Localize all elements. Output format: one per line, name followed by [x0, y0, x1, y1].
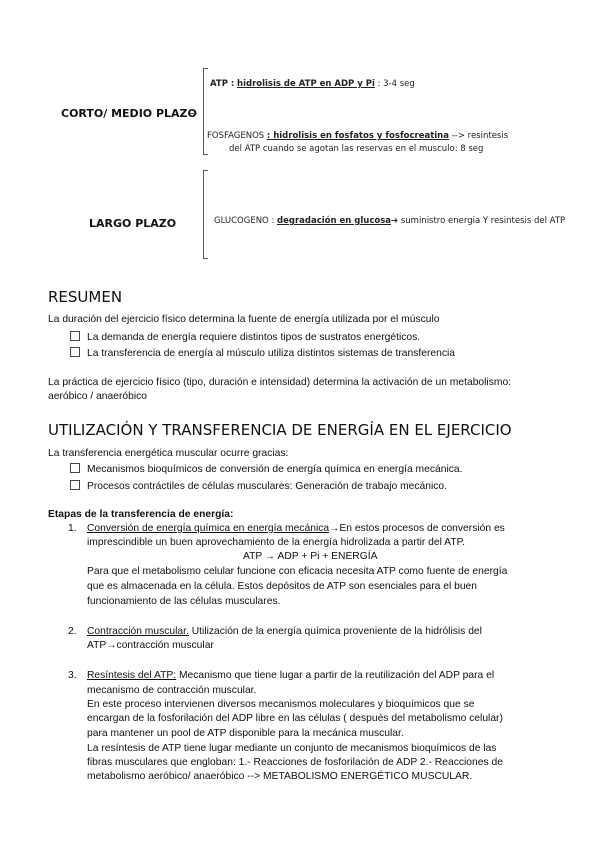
step-line: fibras musculares que engloban: 1.- Reacciones de fosforilación de ADP 2.- Reacciones de — [87, 757, 503, 768]
step-line: En este proceso intervienen diversos mecanismos moleculares y bioquímicos que se — [87, 699, 475, 710]
short-term-brace — [203, 68, 204, 154]
fosfagenos-arrow-text: --> resintesis — [451, 131, 509, 141]
step-line: La resíntesis de ATP tiene lugar mediante un conjunto de mecanismos bioquímicos de las — [87, 743, 497, 754]
step-line: metabolismo aeróbico/ anaeróbico --> METABOLISMO ENERGÉTICO MUSCULAR. — [87, 771, 473, 782]
step-title: Conversión de energía química en energía mecánica — [87, 523, 330, 534]
step-line: para mantener un pool de ATP disponible para la mecánica muscular. — [87, 728, 404, 739]
atp-row — [210, 79, 415, 89]
step-3-line: Resíntesis del ATP: Mecanismo que tiene lugar a partir de la reutilización del ADP para el — [87, 670, 495, 681]
step-line: que es almacenada en la célula. Estos depósitos de ATP son esenciales para el buen — [87, 581, 478, 592]
step-title: Contracción muscular. — [87, 626, 189, 637]
fosfagenos-process: : hidrolisis en fosfatos y fosfocreatina — [266, 131, 449, 141]
glucogeno-row — [214, 216, 565, 226]
checkbox[interactable] — [70, 347, 80, 357]
step-line: funcionamiento de las células musculares. — [87, 596, 281, 607]
glucogeno-process: degradación en glucosa — [277, 216, 392, 226]
step-2-line: Contracción muscular. Utilización de la energía química proveniente de la hidrólisis del — [87, 626, 482, 637]
step-number: 2. — [68, 626, 77, 637]
short-term-connector — [190, 113, 197, 114]
step-line: encargan de la fosforilación del ADP libre en las células ( después del metabolismo celular) — [87, 713, 503, 724]
arrow-icon: ➔ — [391, 216, 401, 226]
resumen-intro: La duración del ejercicio físico determina la fuente de energía utilizada por el músculo — [48, 314, 440, 325]
resumen-paragraph-line: La práctica de ejercicio físico (tipo, duración e intensidad) determina la activación de un metabolismo: — [48, 377, 512, 388]
atp-name: ATP : — [210, 79, 235, 89]
etapas-heading: Etapas de la transferencia de energía: — [48, 509, 234, 520]
step-1-line: Conversión de energía química en energía mecánica→En estos procesos de conversión es — [87, 523, 505, 534]
fosfagenos-name: FOSFAGENOS — [207, 131, 265, 141]
long-term-label: LARGO PLAZO — [89, 217, 177, 230]
atp-equation: ATP → ADP + Pi + ENERGÍA — [243, 551, 378, 562]
checkbox[interactable] — [70, 480, 80, 490]
resumen-item: La demanda de energía requiere distintos tipos de sustratos energéticos. — [70, 331, 420, 344]
step-line: mecanismo de contracción muscular. — [87, 685, 257, 696]
step-line: ATP→contracción muscular — [87, 640, 214, 651]
resumen-paragraph-line: aeróbico / anaeróbico — [48, 391, 148, 402]
utilizacion-heading: UTILIZACIÓN Y TRANSFERENCIA DE ENERGÍA EN EL EJERCICIO — [48, 421, 512, 439]
long-term-brace — [203, 170, 204, 258]
checkbox[interactable] — [70, 463, 80, 473]
step-number: 1. — [68, 523, 77, 534]
utilizacion-intro: La transferencia energética muscular ocurre gracias: — [48, 448, 289, 459]
resumen-item: La transferencia de energía al músculo utiliza distintos sistemas de transferencia — [70, 347, 455, 360]
step-title: Resíntesis del ATP: — [87, 670, 177, 681]
glucogeno-name: GLUCOGENO : — [214, 216, 275, 226]
short-term-label: CORTO/ MEDIO PLAZO — [61, 107, 197, 120]
atp-duration: : 3-4 seg — [377, 79, 415, 89]
step-line: imprescindible un buen aprovechamiento de la energía hidrolizada a partir del ATP. — [87, 537, 465, 548]
step-line: Para que el metabolismo celular funcione con eficacia necesita ATP como fuente de energía — [87, 566, 508, 577]
fosfagenos-row — [207, 131, 508, 141]
checkbox[interactable] — [70, 331, 80, 341]
atp-process: hidrolisis de ATP en ADP y Pi — [237, 79, 375, 89]
utilizacion-item: Mecanismos bioquímicos de conversión de energía química en energía mecánica. — [70, 463, 462, 476]
resumen-heading: RESUMEN — [48, 288, 123, 306]
fosfagenos-line2: del ATP cuando se agotan las reservas en el musculo: 8 seg — [229, 144, 484, 154]
glucogeno-result: suministro energia Y resintesis del ATP — [400, 216, 566, 226]
utilizacion-item: Procesos contráctiles de células musculares: Generación de trabajo mecánico. — [70, 480, 447, 493]
step-number: 3. — [68, 670, 77, 681]
